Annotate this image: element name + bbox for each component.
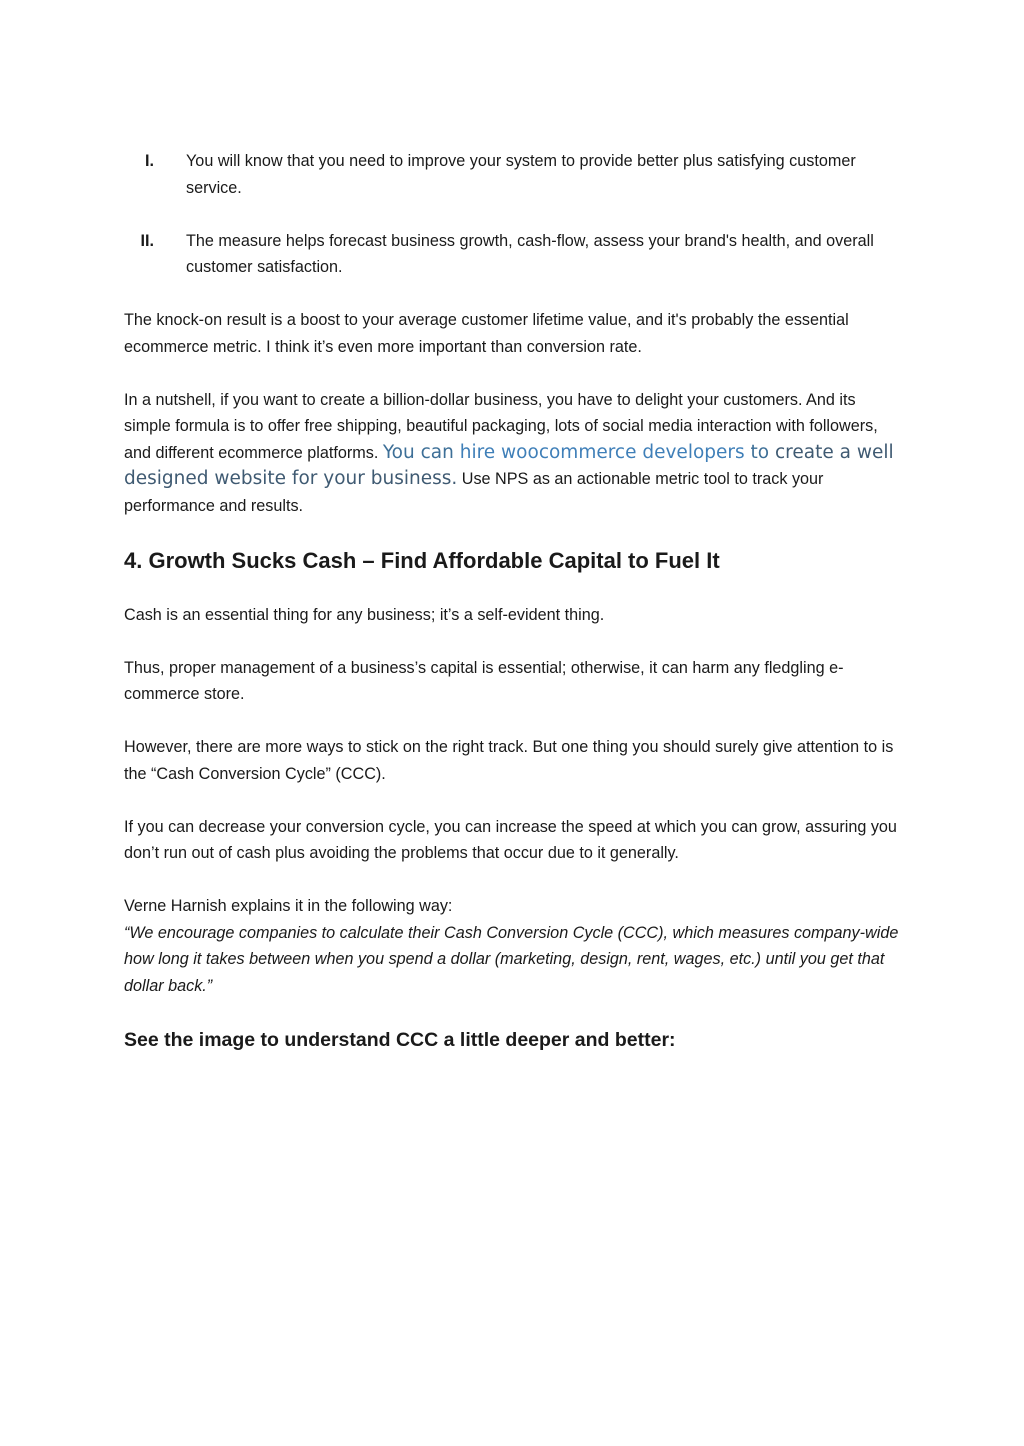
you-can-text: You can xyxy=(382,441,460,463)
nutshell-text: In a nutshell, if you want to create a billion-dollar business, you have to delight your customers. And its simple formula is to offer free shipping, beautiful packaging, lots of social media interaction with followers, and different ecommerce platforms. xyxy=(124,390,878,462)
list-item-text: You will know that you need to improve your system to provide better plus satisfying customer service. xyxy=(186,152,856,197)
create-website-text: create a well designed website for your business. xyxy=(124,441,894,489)
knock-on-paragraph: The knock-on result is a boost to your average customer lifetime value, and it's probably the essential ecommerce metric. I think it’s even more important than conversion rate. xyxy=(124,311,849,356)
list-number: I. xyxy=(145,152,154,170)
quote-text: “We encourage companies to calculate their Cash Conversion Cycle (CCC), which measures company-wide how long it takes between when you spend a dollar (marketing, design, rent, wages, etc.) until you get that dollar back.” xyxy=(124,923,899,995)
woocommerce-developers-link[interactable]: hire woocommerce developers xyxy=(459,441,745,463)
image-subheading: See the image to understand CCC a little deeper and better: xyxy=(124,1028,676,1051)
list-item xyxy=(124,228,904,281)
quote-intro: Verne Harnish explains it in the following way: xyxy=(124,897,453,915)
section-heading: 4. Growth Sucks Cash – Find Affordable Capital to Fuel It xyxy=(124,547,720,573)
to-text: to xyxy=(744,441,770,463)
management-paragraph: Thus, proper management of a business’s capital is essential; otherwise, it can harm any fledgling e-commerce store. xyxy=(124,658,844,703)
list-number: II. xyxy=(140,231,154,250)
list-item xyxy=(124,148,904,201)
nutshell-end-text: Use NPS as an actionable metric tool to track your performance and results. xyxy=(124,470,824,515)
cash-paragraph: Cash is an essential thing for any business; it’s a self-evident thing. xyxy=(124,605,605,624)
list-item-text: The measure helps forecast business growth, cash-flow, assess your brand's health, and overall customer satisfaction. xyxy=(186,231,874,276)
conversion-cycle-paragraph: If you can decrease your conversion cycle, you can increase the speed at which you can grow, assuring you don’t run out of cash plus avoiding the problems that occur due to it generally. xyxy=(124,817,897,862)
ccc-paragraph: However, there are more ways to stick on the right track. But one thing you should surely give attention to is the “Cash Conversion Cycle” (CCC). xyxy=(124,738,894,783)
document-page xyxy=(124,148,904,1054)
nutshell-paragraph xyxy=(124,387,904,520)
